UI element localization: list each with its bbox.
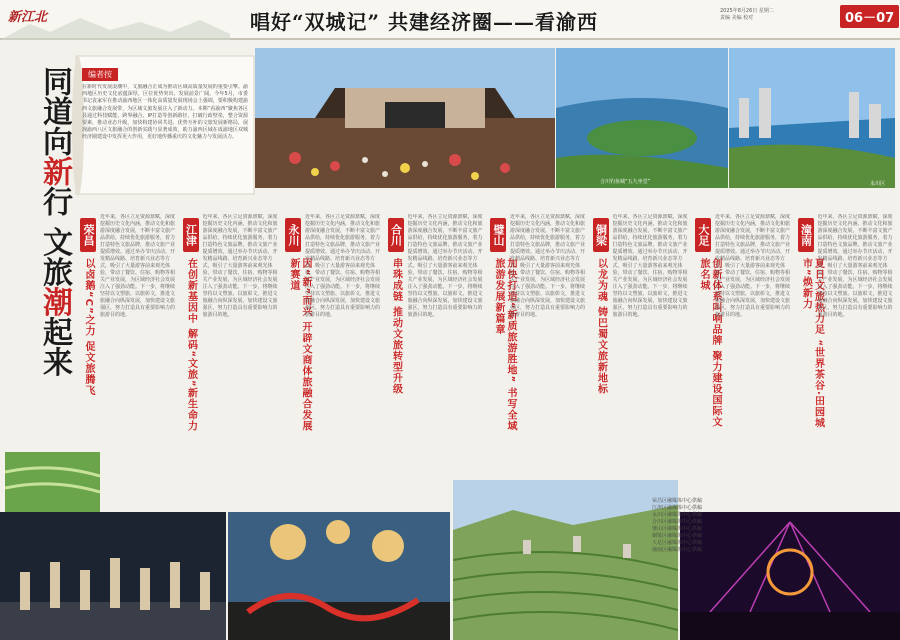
- section-title: 创新体系叫响品牌 聚力建设国际文旅名城: [698, 258, 721, 428]
- credit-line: 潼南区融媒体中心供稿: [652, 547, 703, 553]
- lake-photo-caption: 合川钓鱼城“五九坐堂”: [600, 179, 651, 185]
- section-body: 近年来，各区立足资源禀赋，深度挖掘历史文化内涵，推动文化和旅游深度融合发展，不断丰富文旅产品供给，持续优化旅游服务，着力打造特色文旅品牌，推动文旅产业提质增效。通过举办节庆活动、开发精品线路、培育新兴业态等方式，吸引了大量游客前来观光体验，带动了餐饮、住宿、购物等相关产业发展，为区域经济社会发展注入了强劲动能。下一步，将继续坚持以文塑旅、以旅彰文，推进文旅融合向纵深发展，加快建设文旅强区，努力打造具有重要影响力的旅游目的地。: [715, 214, 791, 318]
- section-body: 近年来，各区立足资源禀赋，深度挖掘历史文化内涵，推动文化和旅游深度融合发展，不断丰富文旅产品供给，持续优化旅游服务，着力打造特色文旅品牌，推动文旅产业提质增效。通过举办节庆活动、开发精品线路、培育新兴业态等方式，吸引了大量游客前来观光体验，带动了餐饮、住宿、购物等相关产业发展，为区域经济社会发展注入了强劲动能。下一步，将继续坚持以文塑旅、以旅彰文，推进文旅融合向纵深发展，加快建设文旅强区，努力打造具有重要影响力的旅游目的地。: [817, 214, 893, 318]
- section-title: 以龙为魂 铸巴蜀文旅新地标: [595, 258, 607, 395]
- section-tag: 大足: [695, 218, 711, 252]
- section-title: 以卤鹅“C”之力 促文旅腾飞: [83, 258, 94, 397]
- main-title: 同道向新行 文旅潮起来: [37, 66, 72, 377]
- section-title: 在创新基因中 解码“文旅”新生命力: [185, 258, 197, 432]
- section-title: 因“新”而兴 开辟文商体旅融合发展新赛道: [288, 258, 311, 432]
- section-tag: 荣昌: [80, 218, 96, 252]
- credit-line: 大足区融媒体中心供稿: [652, 540, 703, 546]
- newspaper-logo: 新江北: [8, 10, 48, 25]
- section-tag: 合川: [388, 218, 404, 252]
- section-tag: 潼南: [798, 218, 814, 252]
- section-tag: 江津: [183, 218, 199, 252]
- credits-list: [652, 498, 892, 554]
- lake-aerial-photo: [556, 48, 728, 188]
- section-body: 近年来，各区立足资源禀赋，深度挖掘历史文化内涵，推动文化和旅游深度融合发展，不断丰富文旅产品供给，持续优化旅游服务，着力打造特色文旅品牌，推动文旅产业提质增效。通过举办节庆活动、开发精品线路、培育新兴业态等方式，吸引了大量游客前来观光体验，带动了餐饮、住宿、购物等相关产业发展，为区域经济社会发展注入了强劲动能。下一步，将继续坚持以文塑旅、以旅彰文，推进文旅融合向纵深发展，加快建设文旅强区，努力打造具有重要影响力的旅游目的地。: [612, 214, 688, 318]
- credit-line: 荣昌区融媒体中心供稿: [652, 498, 703, 504]
- section-tag: 铜梁: [593, 218, 609, 252]
- city-photo-caption: 永川区: [870, 181, 886, 187]
- town-festival-photo: [255, 48, 555, 188]
- page-banner: 唱好“双城记” 共建经济圈——看渝西: [250, 10, 598, 34]
- section-body: 近年来，各区立足资源禀赋，深度挖掘历史文化内涵，推动文化和旅游深度融合发展，不断丰富文旅产品供给，持续优化旅游服务，着力打造特色文旅品牌，推动文旅产业提质增效。通过举办节庆活动、开发精品线路、培育新兴业态等方式，吸引了大量游客前来观光体验，带动了餐饮、住宿、购物等相关产业发展，为区域经济社会发展注入了强劲动能。下一步，将继续坚持以文塑旅、以旅彰文，推进文旅融合向纵深发展，加快建设文旅强区，努力打造具有重要影响力的旅游目的地。: [510, 214, 586, 318]
- section-body: 近年来，各区立足资源禀赋，深度挖掘历史文化内涵，推动文化和旅游深度融合发展，不断丰富文旅产品供给，持续优化旅游服务，着力打造特色文旅品牌，推动文旅产业提质增效。通过举办节庆活动、开发精品线路、培育新兴业态等方式，吸引了大量游客前来观光体验，带动了餐饮、住宿、购物等相关产业发展，为区域经济社会发展注入了强劲动能。下一步，将继续坚持以文塑旅、以旅彰文，推进文旅融合向纵深发展，加快建设文旅强区，努力打造具有重要影响力的旅游目的地。: [202, 214, 278, 318]
- dance-performance-photo: [0, 512, 226, 640]
- editor-note-tag: 编者按: [82, 68, 118, 81]
- section-body: 近年来，各区立足资源禀赋，深度挖掘历史文化内涵，推动文化和旅游深度融合发展，不断丰富文旅产品供给，持续优化旅游服务，着力打造特色文旅品牌，推动文旅产业提质增效。通过举办节庆活动、开发精品线路、培育新兴业态等方式，吸引了大量游客前来观光体验，带动了餐饮、住宿、购物等相关产业发展，为区域经济社会发展注入了强劲动能。下一步，将继续坚持以文塑旅、以旅彰文，推进文旅融合向纵深发展，加快建设文旅强区，努力打造具有重要影响力的旅游目的地。: [100, 214, 176, 318]
- city-river-photo: [729, 48, 895, 188]
- section-tag: 永川: [285, 218, 301, 252]
- tea-terrace-photo: [453, 480, 678, 640]
- credit-line: 璧山区融媒体中心供稿: [652, 526, 703, 532]
- credit-line: 合川区融媒体中心供稿: [652, 519, 703, 525]
- credit-line: 永川区融媒体中心供稿: [652, 512, 703, 518]
- section-title: 夏日文旅热力足 “世界茶谷·田园城市”焕新力: [800, 258, 824, 429]
- dragon-fireworks-photo: [228, 512, 450, 640]
- section-tag: 璧山: [490, 218, 506, 252]
- header-date: 2025年8月26日 星期二 责编 美编 校对: [720, 8, 774, 21]
- credit-line: 铜梁区融媒体中心供稿: [652, 533, 703, 539]
- rice-field-photo: [5, 452, 100, 512]
- section-title: 加快打造“新质旅游胜地” 书写全域旅游发展新篇章: [493, 258, 516, 432]
- page-number-badge: 06－07: [840, 5, 899, 28]
- section-title: 串珠成链 推动文旅转型升级: [390, 258, 402, 395]
- section-body: 近年来，各区立足资源禀赋，深度挖掘历史文化内涵，推动文化和旅游深度融合发展，不断丰富文旅产品供给，持续优化旅游服务，着力打造特色文旅品牌，推动文旅产业提质增效。通过举办节庆活动、开发精品线路、培育新兴业态等方式，吸引了大量游客前来观光体验，带动了餐饮、住宿、购物等相关产业发展，为区域经济社会发展注入了强劲动能。下一步，将继续坚持以文塑旅、以旅彰文，推进文旅融合向纵深发展，加快建设文旅强区，努力打造具有重要影响力的旅游目的地。: [407, 214, 483, 318]
- credit-line: 江津区融媒体中心供稿: [652, 505, 703, 511]
- section-body: 近年来，各区立足资源禀赋，深度挖掘历史文化内涵，推动文化和旅游深度融合发展，不断丰富文旅产品供给，持续优化旅游服务，着力打造特色文旅品牌，推动文旅产业提质增效。通过举办节庆活动、开发精品线路、培育新兴业态等方式，吸引了大量游客前来观光体验，带动了餐饮、住宿、购物等相关产业发展，为区域经济社会发展注入了强劲动能。下一步，将继续坚持以文塑旅、以旅彰文，推进文旅融合向纵深发展，加快建设文旅强区，努力打造具有重要影响力的旅游目的地。: [305, 214, 381, 318]
- editor-note-text: 在新时代发展浪潮中，文旅融合正成为推动区域高质量发展的重要引擎。渝西地区历史文化底蕴深厚，区位优势突出，发展前景广阔。今年5月，市委书记袁家军在推动渝西地区一体化高质量发展现场会上强调，要积极构建渝西文旅融合发展带，为区域文旅发展注入了新动力。本期“看渝西”聚焦各区县通过科技赋能、跨界融合、IP打造等创新路径，打破行政壁垒，整合资源要素，推动业态升级，加快构建协同共进、优势互补的文旅发展新格局，展现渝西八区文旅融合的创新实践与显著成效，助力渝西区域在成渝地区双城经济圈建设中发挥更大作用，更好地传播重庆的文化魅力与发展活力。: [82, 84, 248, 141]
